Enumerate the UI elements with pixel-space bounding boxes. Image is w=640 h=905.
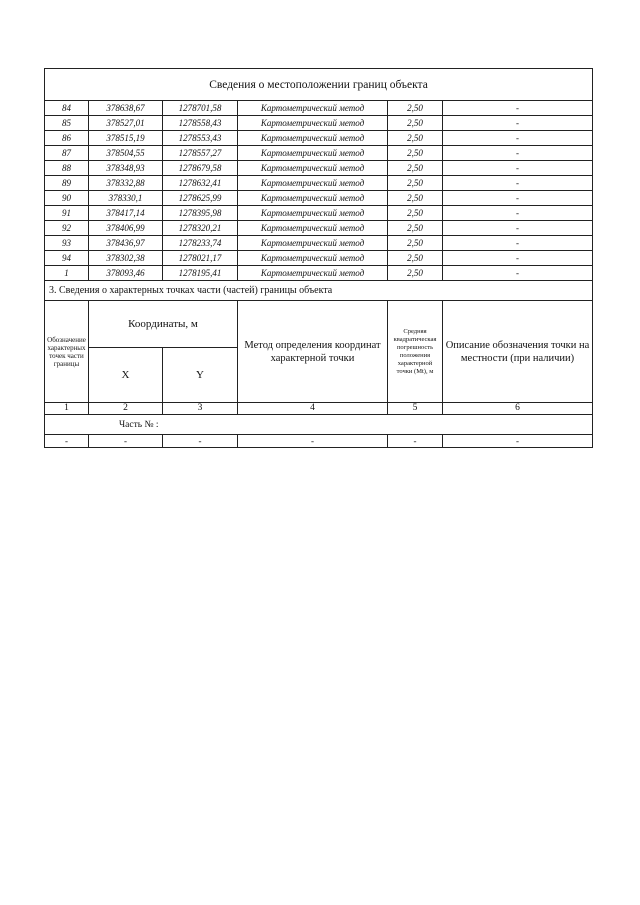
section-title: 3. Сведения о характерных точках части (частей) границы объекта	[45, 281, 593, 301]
empty-cell: -	[45, 435, 89, 448]
point-number: 90	[45, 191, 89, 206]
coord-y: 1278233,74	[163, 236, 238, 251]
coord-y: 1278395,98	[163, 206, 238, 221]
accuracy: 2,50	[388, 236, 443, 251]
method: Картометрический метод	[238, 176, 388, 191]
header-row-1	[45, 301, 593, 348]
description: -	[443, 131, 593, 146]
description: -	[443, 146, 593, 161]
boundary-table	[44, 68, 593, 448]
table-row	[45, 236, 593, 251]
coord-x: 378406,99	[89, 221, 163, 236]
accuracy: 2,50	[388, 146, 443, 161]
coord-y: 1278632,41	[163, 176, 238, 191]
header-point-label: Обозначение характерных точек части границы	[45, 301, 89, 403]
method: Картометрический метод	[238, 251, 388, 266]
table-row	[45, 206, 593, 221]
description: -	[443, 221, 593, 236]
header-x: X	[89, 348, 163, 403]
coord-y: 1278320,21	[163, 221, 238, 236]
description: -	[443, 206, 593, 221]
description: -	[443, 161, 593, 176]
table-row	[45, 101, 593, 116]
accuracy: 2,50	[388, 206, 443, 221]
accuracy: 2,50	[388, 101, 443, 116]
column-number-row	[45, 403, 593, 415]
coord-x: 378436,97	[89, 236, 163, 251]
method: Картометрический метод	[238, 206, 388, 221]
col-number: 1	[45, 403, 89, 415]
coord-x: 378417,14	[89, 206, 163, 221]
header-coords: Координаты, м	[89, 301, 238, 348]
point-number: 94	[45, 251, 89, 266]
col-number: 5	[388, 403, 443, 415]
point-number: 89	[45, 176, 89, 191]
method: Картометрический метод	[238, 191, 388, 206]
col-number: 3	[163, 403, 238, 415]
header-y: Y	[163, 348, 238, 403]
coord-y: 1278021,17	[163, 251, 238, 266]
empty-cell: -	[388, 435, 443, 448]
coord-y: 1278625,99	[163, 191, 238, 206]
header-description: Описание обозначения точки на местности (при наличии)	[443, 301, 593, 403]
coord-x: 378515,19	[89, 131, 163, 146]
accuracy: 2,50	[388, 251, 443, 266]
table-row	[45, 251, 593, 266]
description: -	[443, 191, 593, 206]
empty-cell: -	[238, 435, 388, 448]
point-number: 85	[45, 116, 89, 131]
coord-y: 1278195,41	[163, 266, 238, 281]
method: Картометрический метод	[238, 161, 388, 176]
table-row	[45, 221, 593, 236]
coord-x: 378527,01	[89, 116, 163, 131]
method: Картометрический метод	[238, 116, 388, 131]
coord-x: 378330,1	[89, 191, 163, 206]
coord-y: 1278679,58	[163, 161, 238, 176]
table-row	[45, 176, 593, 191]
accuracy: 2,50	[388, 131, 443, 146]
part-row	[45, 415, 593, 435]
point-number: 93	[45, 236, 89, 251]
point-number: 86	[45, 131, 89, 146]
table-row	[45, 161, 593, 176]
method: Картометрический метод	[238, 146, 388, 161]
point-number: 87	[45, 146, 89, 161]
coord-x: 378348,93	[89, 161, 163, 176]
point-number: 92	[45, 221, 89, 236]
method: Картометрический метод	[238, 236, 388, 251]
point-number: 84	[45, 101, 89, 116]
table-row	[45, 266, 593, 281]
table-title-row	[45, 69, 593, 101]
table-row	[45, 131, 593, 146]
empty-cell: -	[443, 435, 593, 448]
table-row	[45, 116, 593, 131]
coord-x: 378504,55	[89, 146, 163, 161]
method: Картометрический метод	[238, 221, 388, 236]
accuracy: 2,50	[388, 191, 443, 206]
coord-y: 1278553,43	[163, 131, 238, 146]
method: Картометрический метод	[238, 131, 388, 146]
description: -	[443, 116, 593, 131]
coord-x: 378093,46	[89, 266, 163, 281]
coord-x: 378332,88	[89, 176, 163, 191]
method: Картометрический метод	[238, 266, 388, 281]
table-row	[45, 146, 593, 161]
coord-y: 1278558,43	[163, 116, 238, 131]
header-accuracy: Средняя квадратическая погрешность положения характерной точки (Mt), м	[388, 301, 443, 403]
description: -	[443, 266, 593, 281]
coord-y: 1278701,58	[163, 101, 238, 116]
coord-x: 378638,67	[89, 101, 163, 116]
col-number: 6	[443, 403, 593, 415]
point-number: 88	[45, 161, 89, 176]
section-title-row	[45, 281, 593, 301]
description: -	[443, 101, 593, 116]
empty-cell: -	[163, 435, 238, 448]
accuracy: 2,50	[388, 266, 443, 281]
point-number: 91	[45, 206, 89, 221]
accuracy: 2,50	[388, 161, 443, 176]
method: Картометрический метод	[238, 101, 388, 116]
header-method: Метод определения координат характерной точки	[238, 301, 388, 403]
part-label: Часть № :	[45, 415, 593, 435]
accuracy: 2,50	[388, 221, 443, 236]
description: -	[443, 236, 593, 251]
empty-row	[45, 435, 593, 448]
coord-x: 378302,38	[89, 251, 163, 266]
description: -	[443, 251, 593, 266]
accuracy: 2,50	[388, 176, 443, 191]
point-number: 1	[45, 266, 89, 281]
table-row	[45, 191, 593, 206]
description: -	[443, 176, 593, 191]
col-number: 2	[89, 403, 163, 415]
table-title: Сведения о местоположении границ объекта	[45, 69, 593, 101]
coord-y: 1278557,27	[163, 146, 238, 161]
accuracy: 2,50	[388, 116, 443, 131]
empty-cell: -	[89, 435, 163, 448]
col-number: 4	[238, 403, 388, 415]
